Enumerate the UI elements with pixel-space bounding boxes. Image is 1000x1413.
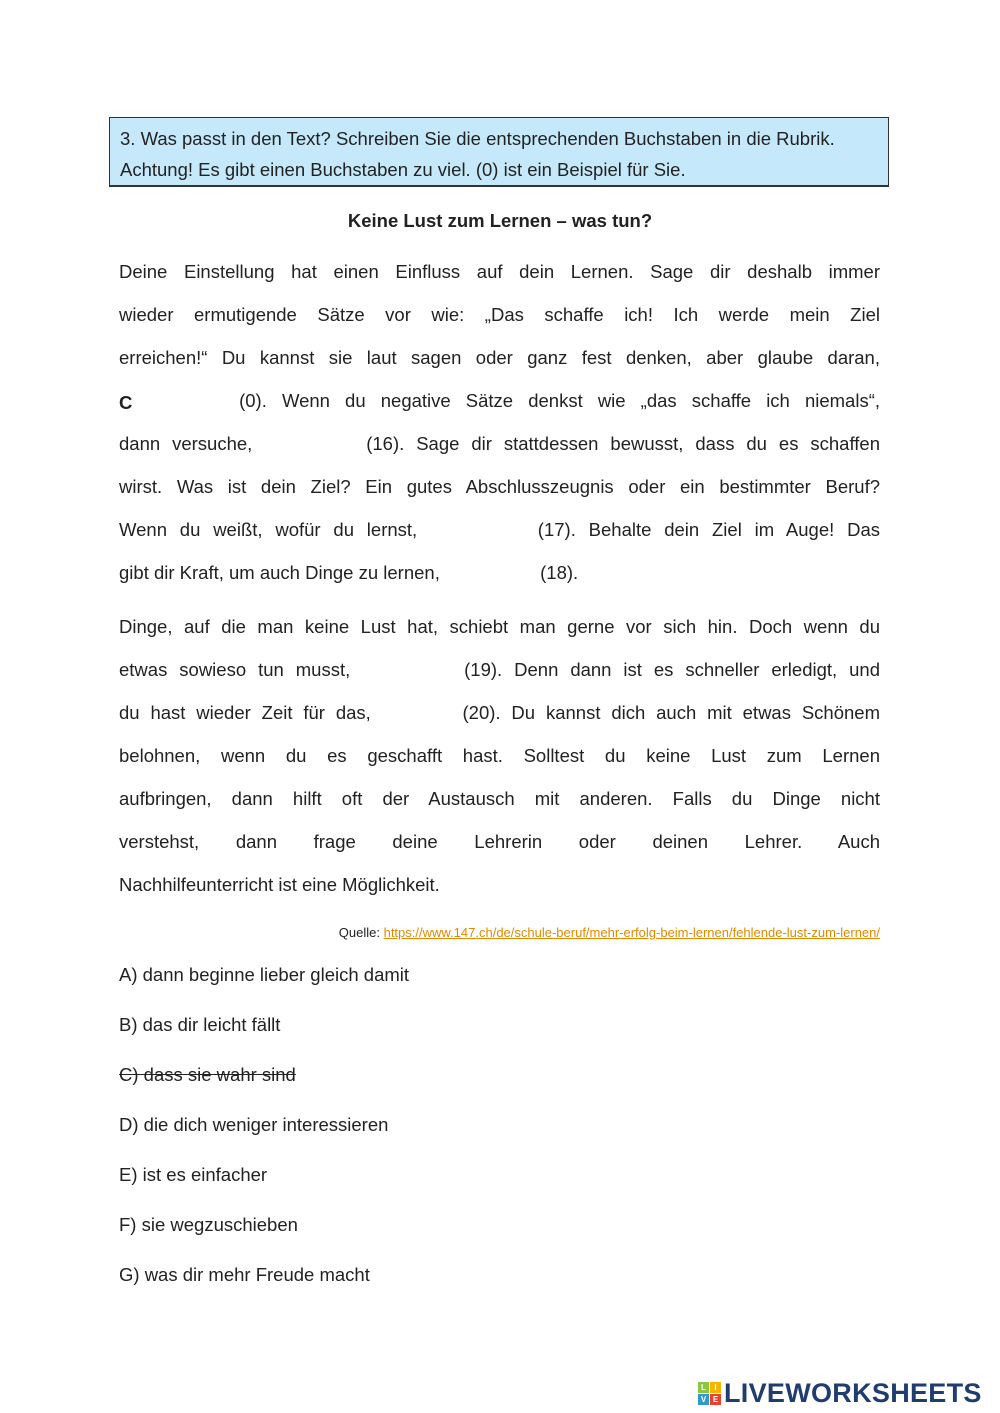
text-segment: Nachhilfeunterricht ist eine Möglichkeit. bbox=[119, 874, 440, 895]
text-title: Keine Lust zum Lernen – was tun? bbox=[347, 210, 653, 231]
answer-gap-18[interactable] bbox=[445, 563, 535, 585]
text-segment: verstehst, dann frage deine Lehrerin oder deinen Lehrer. Auch bbox=[119, 831, 880, 852]
text-line bbox=[119, 518, 880, 542]
text-segment: (18). bbox=[534, 562, 579, 583]
source-label: Quelle: bbox=[338, 925, 384, 940]
logo-tile: E bbox=[710, 1394, 721, 1405]
text-segment: (20). Du kannst dich auch mit etwas Schönem bbox=[451, 702, 880, 723]
text-line bbox=[119, 475, 880, 499]
answer-gap-17[interactable] bbox=[430, 520, 525, 542]
task-instruction: 3. Was passt in den Text? Schreiben Sie die entsprechenden Buchstaben in die Rubrik. Achtung! Es gibt einen Buchstaben zu viel. (0) ist ein Beispiel für Sie. bbox=[120, 128, 835, 180]
text-line bbox=[119, 873, 880, 897]
text-segment: (19). Denn dann ist es schneller erledigt, und bbox=[452, 659, 880, 680]
answer-option: G) was dir mehr Freude macht bbox=[119, 1264, 370, 1285]
liveworksheets-logo bbox=[698, 1378, 982, 1409]
text-segment: du hast wieder Zeit für das, bbox=[119, 702, 382, 723]
text-segment: (17). Behalte dein Ziel im Auge! Das bbox=[524, 519, 880, 540]
answer-option: E) ist es einfacher bbox=[119, 1164, 268, 1185]
text-segment: dann versuche, bbox=[119, 433, 265, 454]
logo-tile: I bbox=[710, 1382, 721, 1393]
text-line bbox=[119, 432, 880, 456]
text-segment: Dinge, auf die man keine Lust hat, schiebt man gerne vor sich hin. Doch wenn du bbox=[119, 616, 880, 637]
answer-gap-19[interactable] bbox=[362, 660, 452, 682]
text-line bbox=[119, 744, 880, 768]
text-line bbox=[119, 389, 880, 413]
text-line bbox=[119, 561, 880, 585]
logo-tiles bbox=[698, 1382, 721, 1405]
answer-option: F) sie wegzuschieben bbox=[119, 1214, 298, 1235]
text-segment: erreichen!“ Du kannst sie laut sagen oder ganz fest denken, aber glaube daran, bbox=[119, 347, 880, 368]
text-line bbox=[119, 303, 880, 327]
text-line bbox=[119, 830, 880, 854]
logo-tile: L bbox=[698, 1382, 709, 1393]
task-instruction-box bbox=[109, 117, 889, 187]
text-line bbox=[119, 787, 880, 811]
text-segment: etwas sowieso tun musst, bbox=[119, 659, 363, 680]
answer-option: A) dann beginne lieber gleich damit bbox=[119, 964, 410, 985]
text-line bbox=[119, 701, 880, 725]
source-line bbox=[0, 925, 880, 940]
source-link[interactable]: https://www.147.ch/de/schule-beruf/mehr-erfolg-beim-lernen/fehlende-lust-zum-lernen/ bbox=[383, 925, 880, 940]
answer-gap-0[interactable]: C bbox=[119, 392, 133, 414]
answer-gap-16[interactable] bbox=[264, 434, 354, 456]
text-line bbox=[119, 346, 880, 370]
text-line bbox=[119, 260, 880, 284]
answer-gap-20[interactable] bbox=[382, 703, 452, 725]
text-line bbox=[119, 658, 880, 682]
answer-option: C) dass sie wahr sind bbox=[119, 1064, 296, 1085]
text-line bbox=[119, 615, 880, 639]
text-segment: wieder ermutigende Sätze vor wie: „Das schaffe ich! Ich werde mein Ziel bbox=[119, 304, 880, 325]
text-segment: (16). Sage dir stattdessen bewusst, dass du es schaffen bbox=[354, 433, 880, 454]
logo-text: LIVEWORKSHEETS bbox=[724, 1378, 982, 1408]
text-segment: gibt dir Kraft, um auch Dinge zu lernen, bbox=[119, 562, 445, 583]
logo-tile: V bbox=[698, 1394, 709, 1405]
answer-option: D) die dich weniger interessieren bbox=[119, 1114, 389, 1135]
text-segment: aufbringen, dann hilft oft der Austausch mit anderen. Falls du Dinge nicht bbox=[119, 788, 880, 809]
text-segment: (0). Wenn du negative Sätze denkst wie „das schaffe ich niemals“, bbox=[224, 390, 880, 411]
answer-option: B) das dir leicht fällt bbox=[119, 1014, 281, 1035]
text-segment: Wenn du weißt, wofür du lernst, bbox=[119, 519, 430, 540]
text-segment: wirst. Was ist dein Ziel? Ein gutes Abschlusszeugnis oder ein bestimmter Beruf? bbox=[119, 476, 880, 497]
text-segment: belohnen, wenn du es geschafft hast. Solltest du keine Lust zum Lernen bbox=[119, 745, 880, 766]
text-segment: Deine Einstellung hat einen Einfluss auf dein Lernen. Sage dir deshalb immer bbox=[119, 261, 880, 282]
